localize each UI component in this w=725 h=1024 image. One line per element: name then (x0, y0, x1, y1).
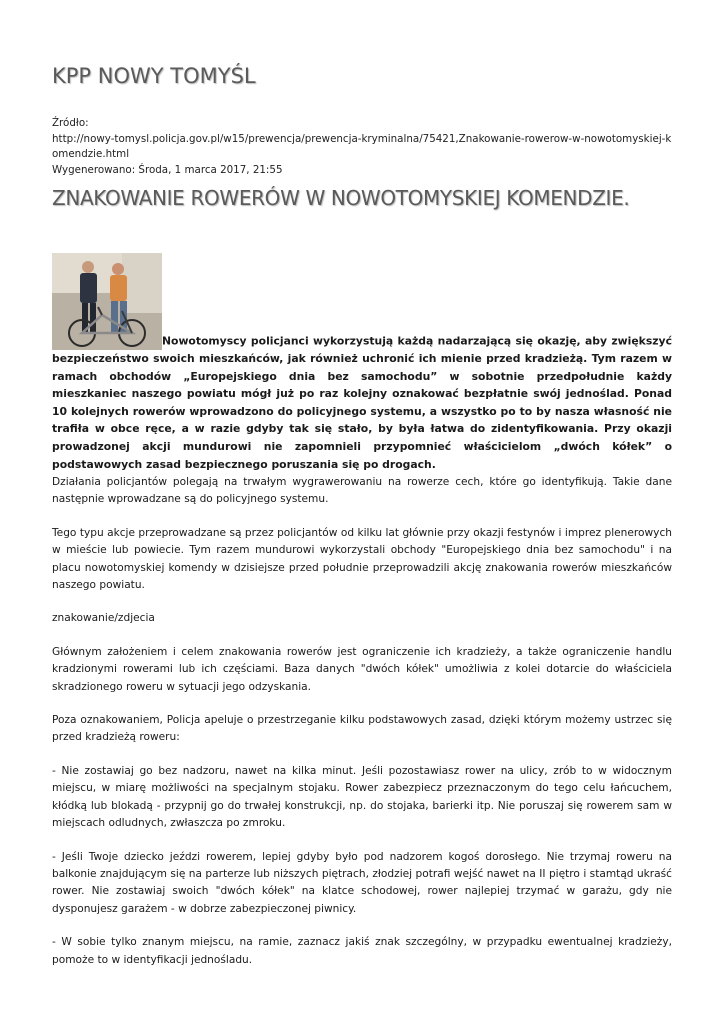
source-metadata (52, 116, 672, 178)
source-label: Źródło: (52, 117, 89, 129)
article-photo (52, 253, 162, 350)
body-paragraph: znakowanie/zdjecia (52, 612, 155, 625)
source-url[interactable]: http://nowy-tomysl.policja.gov.pl/w15/prewencja/prewencja-kryminalna/75421,Znakowanie-rowerow-w-nowotomyskiej-komendzie.html (52, 132, 672, 160)
generated-date: Wygenerowano: Środa, 1 marca 2017, 21:55 (52, 163, 283, 176)
lead-paragraph (52, 253, 672, 473)
body-paragraph: Tego typu akcje przeprowadzane są przez policjantów od kilku lat głównie przy okazji festynów i imprez plenerowych w mieście lub powiecie. Tym razem mundurowi wykorzystali obchody "Europejskiego dnia bez samochodu" i na placu nowotomyskiej komendy w dzisiejsze przed południe przeprowadzili akcję znakowania rowerów mieszkańców naszego powiatu. (52, 526, 672, 592)
body-paragraph: Poza oznakowaniem, Policja apeluje o przestrzeganie kilku podstawowych zasad, dzięki którym możemy ustrzec się przed kradzieżą roweru: (52, 714, 672, 744)
article-body (52, 474, 672, 985)
body-paragraph: Głównym założeniem i celem znakowania rowerów jest ograniczenie ich kradzieży, a także ograniczenie handlu kradzionymi rowerami lub ich częściami. Baza danych "dwóch kółek" umożliwia z kolei dotarcie do właściciela skradzionego roweru w sytuacji jego odzyskania. (52, 645, 672, 693)
lead-text: Nowotomyscy policjanci wykorzystują każdą nadarzającą się okazję, aby zwiększyć bezpieczeństwo swoich mieszkańców, jak również uchronić ich mienie przed kradzieżą. Tym razem w ramach obchodów „Europejskiego dnia bez samochodu” w sobotnie przedpołudnie każdy mieszkaniec naszego powiatu mógł już po raz kolejny oznakować bezpłatnie swój jednoślad. Ponad 10 kolejnych rowerów wprowadzono do policyjnego systemu, a wszystko po to by nasza własność nie trafiła w obce ręce, a w razie gdyby tak się stało, by była łatwa do zidentyfikowania. Przy okazji prowadzonej akcji mundurowi nie zapomnieli przypomnieć właścicielom „dwóch kółek” o podstawowych zasad bezpiecznego poruszania się po drogach. (52, 334, 672, 471)
body-paragraph: - Jeśli Twoje dziecko jeździ rowerem, lepiej gdyby było pod nadzorem kogoś dorosłego. Nie trzymaj roweru na balkonie znajdującym się na parterze lub niższych piętrach, złodziej potrafi wejść nawet na II piętro i stamtąd ukraść rower. Nie zostawiaj swoich "dwóch kółek" na klatce schodowej, rower najlepiej trzymać w garażu, gdy nie dysponujesz garażem - w dobrze zabezpieczonej piwnicy. (52, 850, 672, 915)
lead-block (52, 253, 672, 473)
body-paragraph: - Nie zostawiaj go bez nadzoru, nawet na kilka minut. Jeśli pozostawiasz rower na ulicy, zrób to w widocznym miejscu, w miarę możliwości na specjalnym stojaku. Rower zabezpiecz przeznaczonym do tego celu łańcuchem, kłódką lub blokadą - przypnij go do trwałej konstrukcji, np. do stojaka, barierki itp. Nie poruszaj się rowerem sam w miejscach odludnych, zwłaszcza po zmroku. (52, 764, 672, 830)
body-paragraph: - W sobie tylko znanym miejscu, na ramie, zaznacz jakiś znak szczególny, w przypadku ewentualnej kradzieży, pomoże to w identyfikacji jednośladu. (52, 936, 672, 966)
site-title: KPP NOWY TOMYŚL (52, 64, 256, 88)
article-title: ZNAKOWANIE ROWERÓW W NOWOTOMYSKIEJ KOMENDZIE. (52, 186, 630, 210)
body-paragraph: Działania policjantów polegają na trwałym wygrawerowaniu na rowerze cech, które go identyfikują. Takie dane następnie wprowadzane są do policyjnego systemu. (52, 476, 672, 506)
